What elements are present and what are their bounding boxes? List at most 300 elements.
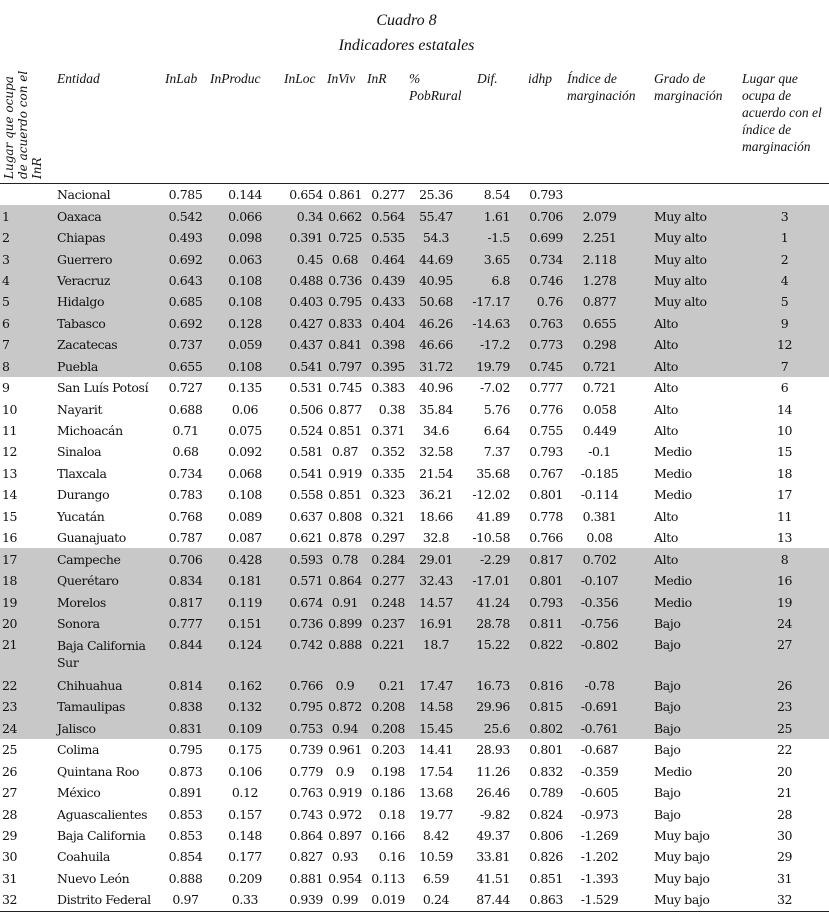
cell-dif: 41.24 (465, 591, 522, 612)
table-row (0, 484, 829, 505)
cell-lugar: 2 (740, 248, 829, 269)
cell-inlab: 0.727 (168, 380, 203, 396)
cell-dif: 7.37 (483, 444, 510, 460)
cell-inlab: 0.785 (168, 187, 203, 203)
cell-rank: 16 (2, 530, 18, 546)
cell-inviv: 0.872 (325, 696, 365, 717)
cell-idhp: 0.801 (529, 487, 563, 503)
cell-rank: 10 (2, 401, 18, 417)
cell-inviv: 0.851 (328, 487, 362, 503)
cell-entidad: Baja California Sur (55, 634, 163, 675)
cell-inviv: 0.954 (328, 870, 362, 886)
cell-idhp: 0.789 (529, 785, 563, 801)
cell-grado: Alto (654, 380, 678, 396)
cell-inlab: 0.643 (163, 270, 208, 291)
cell-inr: 0.323 (371, 487, 405, 503)
cell-inproduc: 0.087 (228, 530, 262, 546)
table-row (0, 868, 829, 889)
table-row (0, 570, 829, 591)
cell-indice: -1.393 (580, 870, 619, 886)
cell-idhp: 0.706 (522, 205, 565, 226)
cell-pobrural: 14.57 (407, 591, 465, 612)
cell-inlab: 0.888 (168, 870, 203, 886)
cell-dif: -10.58 (472, 530, 510, 546)
cell-lugar: 6 (780, 380, 789, 396)
cell-inloc: 0.763 (289, 785, 323, 801)
cell-idhp: 0.755 (529, 423, 563, 439)
cell-inr: 0.335 (371, 465, 405, 481)
cell-grado: Alto (654, 401, 678, 417)
cell-grado: Bajo (652, 675, 740, 696)
indicators-table (0, 64, 829, 912)
cell-inr: 0.113 (371, 870, 405, 886)
cell-idhp: 0.817 (522, 548, 565, 569)
cell-inr: 0.237 (365, 613, 407, 634)
cell-dif: 25.6 (465, 718, 522, 739)
cell-pobrural: 13.68 (419, 785, 453, 801)
cell-grado: Bajo (654, 785, 681, 801)
cell-inviv: 0.919 (328, 785, 362, 801)
cell-inviv: 0.745 (328, 380, 362, 396)
cell-indice: 2.251 (565, 227, 652, 248)
cell-pobrural: 46.26 (407, 313, 465, 334)
cell-dif: 15.22 (465, 634, 522, 675)
cell-inviv: 0.797 (325, 356, 365, 377)
cell-indice: 0.381 (582, 508, 617, 524)
cell-pobrural: 55.47 (407, 205, 465, 226)
cell-entidad: Oaxaca (55, 205, 163, 226)
table-row (0, 803, 829, 824)
cell-inproduc: 0.119 (208, 591, 282, 612)
cell-indice: 0.721 (565, 356, 652, 377)
cell-grado (652, 184, 740, 206)
cell-rank: 19 (0, 591, 55, 612)
cell-inr: 0.321 (371, 508, 405, 524)
cell-pobrural: 17.47 (407, 675, 465, 696)
header-inlab: InLab (163, 64, 208, 184)
cell-lugar: 25 (740, 718, 829, 739)
table-row (0, 334, 829, 355)
cell-inr: 0.21 (365, 675, 407, 696)
cell-indice: 2.079 (565, 205, 652, 226)
table-row (0, 398, 829, 419)
cell-grado: Bajo (652, 696, 740, 717)
cell-inviv: 0.897 (328, 827, 362, 843)
cell-idhp: 0.763 (522, 313, 565, 334)
cell-entidad: Puebla (55, 356, 163, 377)
cell-inviv: 0.795 (325, 291, 365, 312)
cell-idhp: 0.766 (529, 530, 563, 546)
cell-indice: 0.08 (586, 530, 613, 546)
cell-pobrural: 25.36 (419, 187, 453, 203)
cell-inloc: 0.34 (282, 205, 325, 226)
cell-inlab: 0.844 (163, 634, 208, 675)
cell-dif: 1.61 (465, 205, 522, 226)
cell-entidad: Morelos (55, 591, 163, 612)
cell-inviv: 0.78 (325, 548, 365, 569)
cell-dif: 11.26 (476, 763, 510, 779)
cell-pobrural: 40.95 (407, 270, 465, 291)
table-row (0, 889, 829, 911)
cell-pobrural: 19.77 (419, 806, 453, 822)
cell-lugar: 10 (776, 423, 793, 439)
cell-dif: 87.44 (465, 889, 522, 911)
cell-entidad: México (57, 785, 101, 801)
cell-idhp: 0.776 (529, 401, 563, 417)
cell-grado: Medio (654, 465, 692, 481)
cell-pobrural: 17.54 (419, 763, 453, 779)
header-lugar: Lugar que ocupa de acuerdo con el índice de marginación (740, 64, 829, 184)
cell-entidad: Nacional (57, 187, 111, 203)
cell-inviv: 0.736 (325, 270, 365, 291)
cell-rank: 15 (2, 508, 18, 524)
cell-rank: 29 (2, 827, 18, 843)
cell-grado: Muy alto (652, 248, 740, 269)
cell-dif: 26.46 (476, 785, 510, 801)
table-row (0, 205, 829, 226)
header-inloc: InLoc (282, 64, 325, 184)
cell-inviv: 0.99 (325, 889, 365, 911)
cell-inproduc: 0.089 (228, 508, 262, 524)
cell-lugar: 27 (740, 634, 829, 675)
header-indice: Índice de marginación (565, 64, 652, 184)
cell-inloc: 0.637 (289, 508, 323, 524)
cell-inloc: 0.427 (282, 313, 325, 334)
cell-inr: 0.352 (371, 444, 405, 460)
table-row (0, 313, 829, 334)
cell-inproduc: 0.108 (208, 291, 282, 312)
cell-dif: -17.2 (465, 334, 522, 355)
cell-lugar: 12 (740, 334, 829, 355)
cell-inlab: 0.853 (168, 806, 203, 822)
cell-rank: 24 (0, 718, 55, 739)
table-row (0, 613, 829, 634)
header-inproduc: InProduc (208, 64, 282, 184)
table-row (0, 591, 829, 612)
cell-inloc: 0.881 (289, 870, 323, 886)
cell-inviv: 0.919 (328, 465, 362, 481)
cell-inr: 0.439 (365, 270, 407, 291)
cell-indice: 0.702 (565, 548, 652, 569)
cell-inlab: 0.817 (163, 591, 208, 612)
cell-idhp: 0.793 (529, 444, 563, 460)
cell-entidad: Sinaloa (57, 444, 102, 460)
cell-inloc: 0.939 (282, 889, 325, 911)
cell-idhp: 0.773 (522, 334, 565, 355)
header-idhp: idhp (522, 64, 565, 184)
cell-inloc: 0.766 (282, 675, 325, 696)
cell-inviv: 0.899 (325, 613, 365, 634)
cell-grado: Alto (654, 508, 678, 524)
table-row (0, 739, 829, 760)
cell-inviv: 0.68 (325, 248, 365, 269)
cell-inlab: 0.831 (163, 718, 208, 739)
cell-dif: 28.93 (476, 742, 510, 758)
cell-lugar: 9 (740, 313, 829, 334)
cell-entidad: Colima (57, 742, 99, 758)
cell-idhp: 0.802 (522, 718, 565, 739)
cell-entidad: Tabasco (55, 313, 163, 334)
cell-inr: 0.395 (365, 356, 407, 377)
table-row (0, 377, 829, 398)
cell-lugar: 8 (740, 548, 829, 569)
cell-entidad: Hidalgo (55, 291, 163, 312)
cell-rank: 11 (2, 423, 18, 439)
cell-inproduc: 0.092 (228, 444, 262, 460)
cell-indice: 0.298 (565, 334, 652, 355)
cell-indice: 0.877 (565, 291, 652, 312)
cell-inr: 0.277 (371, 187, 405, 203)
cell-rank: 14 (2, 487, 18, 503)
table-row (0, 248, 829, 269)
cell-idhp: 0.815 (522, 696, 565, 717)
cell-idhp: 0.793 (529, 187, 563, 203)
cell-indice: 0.449 (582, 423, 617, 439)
cell-indice: -0.691 (565, 696, 652, 717)
cell-pobrural: 35.84 (419, 401, 453, 417)
cell-lugar: 19 (740, 591, 829, 612)
cell-inr: 0.383 (371, 380, 405, 396)
cell-inloc: 0.391 (282, 227, 325, 248)
cell-inr: 0.398 (365, 334, 407, 355)
cell-pobrural: 18.7 (407, 634, 465, 675)
cell-idhp: 0.699 (522, 227, 565, 248)
cell-rank: 27 (2, 785, 18, 801)
cell-rank: 4 (0, 270, 55, 291)
cell-pobrural: 14.58 (407, 696, 465, 717)
cell-inviv: 0.851 (328, 423, 362, 439)
cell-inlab: 0.795 (168, 742, 203, 758)
cell-entidad: Campeche (55, 548, 163, 569)
cell-indice: -0.1 (588, 444, 611, 460)
cell-entidad: Durango (57, 487, 110, 503)
cell-entidad: Quintana Roo (57, 763, 139, 779)
cell-inproduc: 0.075 (228, 423, 262, 439)
cell-lugar: 26 (740, 675, 829, 696)
cell-inproduc: 0.151 (208, 613, 282, 634)
cell-entidad: Veracruz (55, 270, 163, 291)
cell-indice: -0.356 (565, 591, 652, 612)
cell-pobrural: 6.59 (422, 870, 450, 886)
cell-pobrural: 10.59 (419, 849, 453, 865)
cell-lugar: 22 (776, 742, 793, 758)
cell-inloc: 0.45 (282, 248, 325, 269)
cell-rank: 1 (0, 205, 55, 226)
cell-inlab: 0.854 (168, 849, 203, 865)
cell-inlab: 0.891 (168, 785, 203, 801)
table-row (0, 441, 829, 462)
cell-lugar: 7 (740, 356, 829, 377)
cell-inlab: 0.814 (163, 675, 208, 696)
cell-inviv: 0.662 (325, 205, 365, 226)
cell-entidad: Sonora (55, 613, 163, 634)
cell-dif: 41.89 (476, 508, 510, 524)
header-rank-label: Lugar que ocupa de acuerdo con el InR (2, 70, 44, 179)
header-inr: InR (365, 64, 407, 184)
cell-inloc: 0.739 (289, 742, 323, 758)
cell-lugar: 30 (776, 827, 793, 843)
cell-rank: 12 (2, 444, 18, 460)
table-row (0, 846, 829, 867)
cell-inviv: 0.93 (331, 849, 359, 865)
cell-indice: -0.687 (580, 742, 619, 758)
cell-lugar: 11 (776, 508, 793, 524)
cell-inloc: 0.795 (282, 696, 325, 717)
cell-inproduc: 0.06 (231, 401, 259, 417)
cell-inproduc: 0.108 (228, 487, 262, 503)
cell-inviv: 0.878 (328, 530, 362, 546)
cell-idhp: 0.863 (522, 889, 565, 911)
cell-dif: 29.96 (465, 696, 522, 717)
table-row (0, 634, 829, 675)
cell-inloc: 0.541 (289, 465, 323, 481)
cell-indice: -0.761 (565, 718, 652, 739)
cell-idhp: 0.832 (529, 763, 563, 779)
cell-indice: 1.278 (565, 270, 652, 291)
cell-grado: Muy bajo (654, 849, 710, 865)
cell-entidad: Zacatecas (55, 334, 163, 355)
cell-inr: 0.208 (365, 696, 407, 717)
cell-lugar: 15 (776, 444, 793, 460)
cell-rank: 2 (0, 227, 55, 248)
cell-grado: Alto (652, 313, 740, 334)
cell-idhp: 0.734 (522, 248, 565, 269)
cell-indice: 2.118 (565, 248, 652, 269)
cell-rank: 30 (2, 849, 18, 865)
cell-grado: Medio (654, 487, 692, 503)
cell-inloc: 0.581 (289, 444, 323, 460)
cell-entidad: Nuevo León (57, 870, 130, 886)
cell-dif: -1.5 (465, 227, 522, 248)
table-row (0, 420, 829, 441)
cell-dif: 33.81 (476, 849, 510, 865)
cell-inproduc: 0.068 (228, 465, 262, 481)
cell-inloc: 0.827 (289, 849, 323, 865)
cell-pobrural: 46.66 (407, 334, 465, 355)
cell-grado: Bajo (652, 634, 740, 675)
cell-lugar: 28 (776, 806, 793, 822)
cell-inproduc: 0.209 (228, 870, 262, 886)
cell-pobrural: 14.41 (419, 742, 453, 758)
cell-lugar: 21 (776, 785, 793, 801)
cell-grado: Alto (652, 356, 740, 377)
cell-pobrural: 44.69 (407, 248, 465, 269)
cell-inr: 0.277 (365, 570, 407, 591)
cell-indice: -1.202 (580, 849, 619, 865)
cell-inr: 0.198 (371, 763, 405, 779)
cell-lugar: 5 (740, 291, 829, 312)
cell-dif: -14.63 (465, 313, 522, 334)
table-row (0, 696, 829, 717)
cell-grado: Alto (654, 423, 678, 439)
cell-inviv: 0.961 (328, 742, 362, 758)
cell-inloc: 0.558 (289, 487, 323, 503)
cell-indice: -0.114 (580, 487, 619, 503)
cell-lugar (740, 184, 829, 206)
cell-rank: 7 (0, 334, 55, 355)
cell-inr: 0.248 (365, 591, 407, 612)
table-row (0, 825, 829, 846)
cell-rank: 28 (2, 806, 18, 822)
cell-dif: 19.79 (465, 356, 522, 377)
table-row (0, 675, 829, 696)
header-entidad: Entidad (55, 64, 163, 184)
cell-indice: 0.655 (565, 313, 652, 334)
cell-inloc: 0.524 (289, 423, 323, 439)
table-row (0, 506, 829, 527)
cell-inlab: 0.787 (168, 530, 203, 546)
cell-indice: -0.756 (565, 613, 652, 634)
cell-inloc: 0.437 (282, 334, 325, 355)
cell-indice: -1.529 (565, 889, 652, 911)
cell-dif: 6.64 (483, 423, 510, 439)
cell-lugar: 31 (776, 870, 793, 886)
cell-dif: -9.82 (479, 806, 510, 822)
cell-entidad: Jalisco (55, 718, 163, 739)
national-row (0, 184, 829, 206)
cell-indice: -0.107 (565, 570, 652, 591)
cell-lugar: 3 (740, 205, 829, 226)
cell-grado: Muy bajo (654, 827, 710, 843)
cell-dif: -2.29 (465, 548, 522, 569)
cell-inr: 0.18 (378, 806, 405, 822)
cell-inloc: 0.742 (282, 634, 325, 675)
cell-inr: 0.433 (365, 291, 407, 312)
cell-inproduc: 0.059 (208, 334, 282, 355)
cell-inproduc: 0.066 (208, 205, 282, 226)
cell-entidad: Guanajuato (57, 530, 126, 546)
cell-pobrural: 32.58 (419, 444, 453, 460)
cell-inlab: 0.737 (163, 334, 208, 355)
table-row (0, 356, 829, 377)
cell-inloc: 0.621 (289, 530, 323, 546)
cell-inr: 0.535 (365, 227, 407, 248)
table-row (0, 548, 829, 569)
cell-indice: 0.058 (582, 401, 617, 417)
cell-pobrural: 31.72 (407, 356, 465, 377)
header-dif: Dif. (465, 64, 522, 184)
table-row (0, 270, 829, 291)
cell-indice: 0.721 (582, 380, 617, 396)
cell-rank: 25 (2, 742, 18, 758)
cell-idhp: 0.746 (522, 270, 565, 291)
cell-rank: 13 (2, 465, 18, 481)
cell-inr: 0.464 (365, 248, 407, 269)
cell-inr: 0.186 (371, 785, 405, 801)
cell-grado: Medio (652, 570, 740, 591)
cell-inr: 0.208 (365, 718, 407, 739)
cell-inr: 0.16 (378, 849, 405, 865)
cell-lugar: 24 (740, 613, 829, 634)
cell-inviv: 0.9 (325, 675, 365, 696)
cell-grado: Alto (652, 334, 740, 355)
cell-indice: -0.973 (580, 806, 619, 822)
cell-grado: Alto (654, 530, 678, 546)
cell-rank (0, 184, 55, 206)
cell-inloc: 0.674 (282, 591, 325, 612)
cell-grado: Bajo (654, 806, 681, 822)
cell-entidad: Tlaxcala (57, 465, 107, 481)
cell-inproduc: 0.132 (208, 696, 282, 717)
cell-inproduc: 0.109 (208, 718, 282, 739)
cell-inloc: 0.779 (289, 763, 323, 779)
cell-inlab: 0.734 (168, 465, 203, 481)
cell-grado: Medio (652, 591, 740, 612)
cell-pobrural: 50.68 (407, 291, 465, 312)
cell-inlab: 0.97 (163, 889, 208, 911)
cell-lugar: 16 (740, 570, 829, 591)
cell-lugar: 17 (776, 487, 793, 503)
